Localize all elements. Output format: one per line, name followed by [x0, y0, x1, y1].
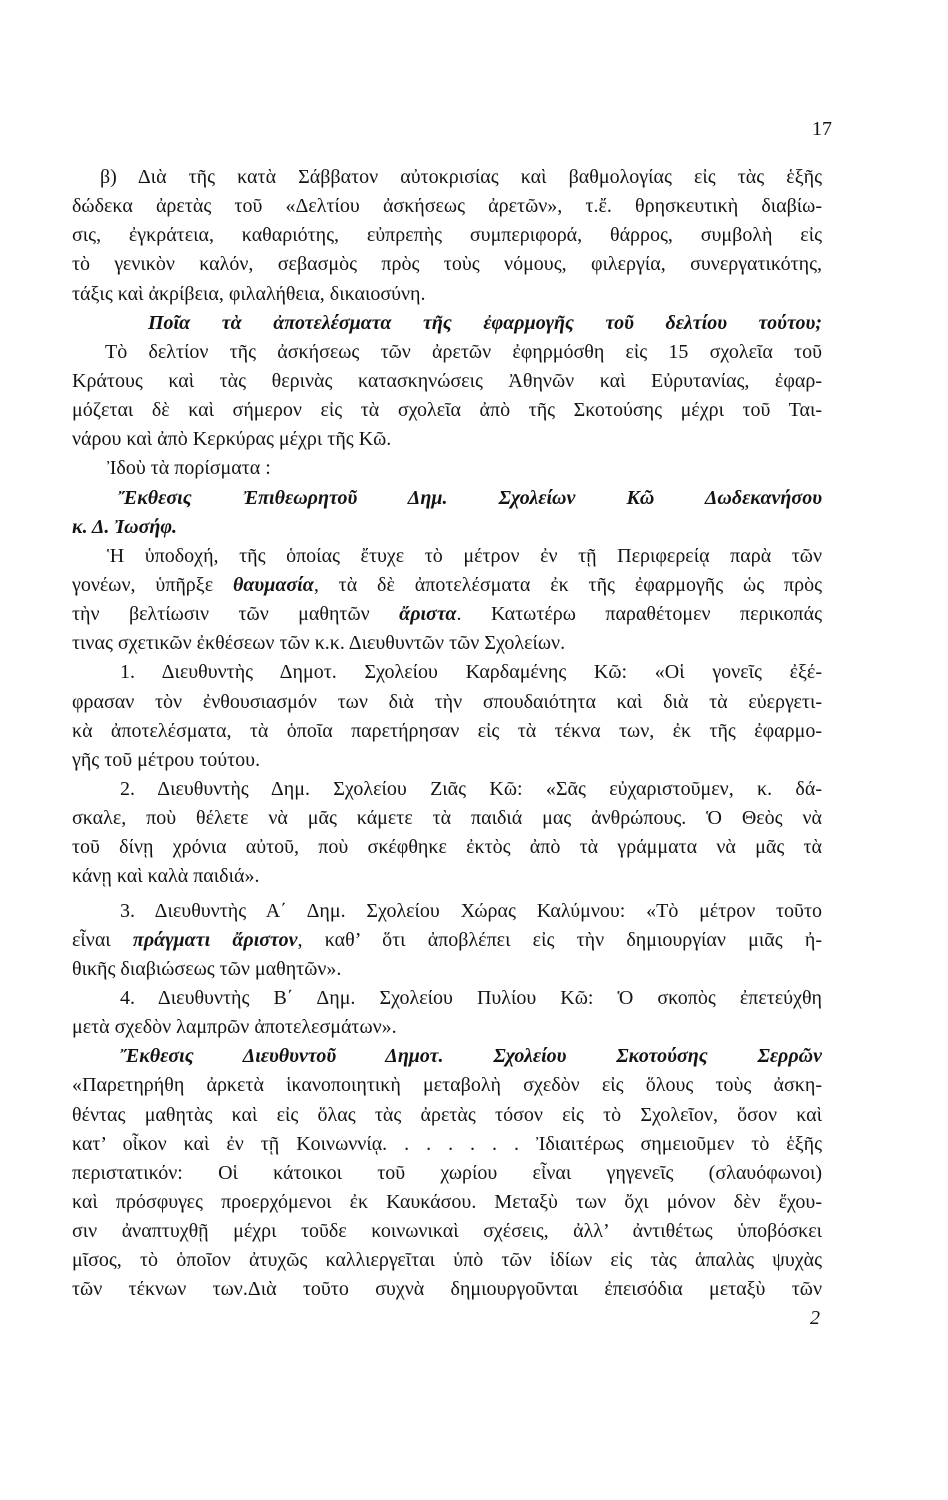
testimony-line: γῆς τοῦ μέτρου τούτου. — [72, 748, 261, 771]
page-number: 17 — [812, 118, 832, 140]
text-segment: , τὰ δὲ ἀποτελέσματα ἐκ τῆς ἐφαρμογῆς ὡς πρὸς — [313, 573, 822, 596]
text-line: δώδεκα ἀρετὰς τοῦ «Δελτίου ἀσκήσεως ἀρετῶν», τ.ἔ. θρησκευτικὴ διαβίω- — [72, 195, 822, 218]
text-line: μόζεται δὲ καὶ σήμερον εἰς τὰ σχολεῖα ἀπὸ τῆς Σκοτούσης μέχρι τοῦ Ται- — [72, 399, 822, 422]
emphasis: ἄριστα — [399, 603, 457, 626]
text-line: τάξις καὶ ἀκρίβεια, φιλαλήθεια, δικαιοσύνη. — [72, 282, 426, 305]
signature-mark: 2 — [810, 1307, 820, 1330]
text-line: σιν ἀναπτυχθῇ μέχρι τοῦδε κοινωνικαὶ σχέσεις, ἀλλ’ ἀντιθέτως ὑποβόσκει — [72, 1220, 822, 1243]
text-line: «Παρετηρήθη ἀρκετὰ ἱκανοποιητικὴ μεταβολὴ σχεδὸν εἰς ὅλους τοὺς ἀσκη- — [72, 1074, 822, 1097]
text-line: β) Διὰ τῆς κατὰ Σάββατον αὐτοκρισίας καὶ βαθμολογίας εἰς τὰς ἑξῆς — [100, 166, 822, 188]
text-line: κατ’ οἶκον καὶ ἐν τῇ Κοινωννίᾳ. . . . . . . Ἰδιαιτέρως σημειοῦμεν τὸ ἑξῆς — [72, 1132, 822, 1155]
testimony-line — [72, 926, 822, 955]
text-line: σις, ἐγκράτεια, καθαριότης, εὐπρεπὴς συμπεριφορά, θάρρος, συμβολὴ εἰς — [72, 224, 822, 247]
testimony-line: κὰ ἀποτελέσματα, τὰ ὁποῖα παρετήρησαν εἰς τὰ τέκνα των, ἐκ τῆς ἐφαρμο- — [72, 719, 822, 742]
findings-intro: Ἰδοὺ τὰ πορίσματα : — [107, 457, 271, 480]
testimony-line: τοῦ δίνῃ χρόνια αὐτοῦ, ποὺ σκέφθηκε ἐκτὸς ἀπὸ τὰ γράμματα νὰ μᾶς τὰ — [72, 836, 822, 859]
testimony-line: μετὰ σχεδὸν λαμπρῶν ἀποτελεσμάτων». — [72, 1016, 397, 1039]
text-line: τὸ γενικὸν καλόν, σεβασμὸς πρὸς τοὺς νόμους, φιλεργία, συνεργατικότης, — [72, 253, 822, 276]
application-paragraph — [72, 338, 822, 455]
text-segment: εἶναι — [72, 928, 133, 951]
text-line: νάρου καὶ ἀπὸ Κερκύρας μέχρι τῆς Κῶ. — [72, 428, 392, 451]
text-line: Ἡ ὑποδοχή, τῆς ὁποίας ἔτυχε τὸ μέτρον ἐν τῇ Περιφερείᾳ παρὰ τῶν — [107, 544, 822, 567]
testimony-line: φρασαν τὸν ἐνθουσιασμόν των διὰ τὴν σπουδαιότητα καὶ διὰ τὰ εὐεργετι- — [72, 690, 822, 713]
text-segment: γονέων, ὑπῆρξε — [72, 573, 233, 596]
text-segment: τὴν βελτίωσιν τῶν μαθητῶν — [72, 603, 400, 626]
testimony-line: 2. Διευθυντὴς Δημ. Σχολείου Ζιᾶς Κῶ: «Σᾶς εὐχαριστοῦμεν, κ. δά- — [120, 777, 822, 800]
testimony-line: 3. Διευθυντὴς Α΄ Δημ. Σχολείου Χώρας Καλύμνου: «Τὸ μέτρον τοῦτο — [120, 899, 822, 922]
report-heading: Ἔκθεσις Διευθυντοῦ Δημοτ. Σχολείου Σκοτούσης Σερρῶν — [120, 1045, 822, 1068]
text-line — [72, 571, 822, 600]
inspector-report — [72, 484, 822, 1043]
testimony-line: 4. Διευθυντὴς Β΄ Δημ. Σχολείου Πυλίου Κῶ: Ὁ σκοπὸς ἐπετεύχθη — [120, 986, 822, 1009]
testimony-line: 1. Διευθυντὴς Δημοτ. Σχολείου Καρδαμένης Κῶ: «Οἱ γονεῖς ἐξέ- — [120, 661, 822, 684]
page-body — [72, 163, 822, 1334]
text-line: Τὸ δελτίον τῆς ἀσκήσεως τῶν ἀρετῶν ἐφηρμόσθη εἰς 15 σχολεῖα τοῦ — [105, 340, 822, 363]
emphasis: πράγματι ἄριστον — [132, 928, 298, 951]
testimony-line: θικῆς διαβιώσεως τῶν μαθητῶν». — [72, 957, 342, 980]
text-segment: , καθ’ ὅτι ἀποβλέπει εἰς τὴν δημιουργίαν μιᾶς ἠ- — [297, 928, 822, 951]
report-author: κ. Δ. Ἰωσήφ. — [72, 515, 178, 538]
section-heading: Ποῖα τὰ ἀποτελέσματα τῆς ἐφαρμογῆς τοῦ δελτίου τούτου; — [148, 311, 822, 334]
text-line: τῶν τέκνων των.Διὰ τοῦτο συχνὰ δημιουργοῦνται ἐπεισόδια μεταξὺ τῶν — [72, 1278, 822, 1301]
testimony-line: κάνῃ καὶ καλὰ παιδιά». — [72, 865, 260, 888]
text-line — [72, 600, 822, 629]
skotoussa-report — [72, 1042, 822, 1304]
text-segment: . Κατωτέρω παραθέτομεν περικοπάς — [456, 603, 822, 626]
text-line: καὶ πρόσφυγες προερχόμενοι ἐκ Καυκάσου. Μεταξὺ των ὄχι μόνον δὲν ἔχου- — [72, 1190, 822, 1213]
text-line: θέντας μαθητὰς καὶ εἰς ὅλας τὰς ἀρετὰς τόσον εἰς τὸ Σχολεῖον, ὅσον καὶ — [72, 1103, 822, 1126]
report-heading: Ἔκθεσις Ἐπιθεωρητοῦ Δημ. Σχολείων Κῶ Δωδεκανήσου — [118, 486, 822, 509]
emphasis: θαυμασία — [232, 573, 314, 596]
testimony-line: σκαλε, ποὺ θέλετε νὰ μᾶς κάμετε τὰ παιδιά μας ἀνθρώπους. Ὁ Θεὸς νὰ — [72, 807, 822, 830]
text-line: μῖσος, τὸ ὁποῖον ἀτυχῶς καλλιεργεῖται ὑπὸ τῶν ἰδίων εἰς τὰς ἁπαλὰς ψυχὰς — [72, 1249, 822, 1272]
text-line: τινας σχετικῶν ἐκθέσεων τῶν κ.κ. Διευθυντῶν τῶν Σχολείων. — [72, 632, 566, 655]
text-line: περιστατικόν: Οἱ κάτοικοι τοῦ χωρίου εἶναι γηγενεῖς (σλαυόφωνοι) — [72, 1161, 822, 1184]
virtues-paragraph — [72, 163, 822, 309]
text-line: Κράτους καὶ τὰς θερινὰς κατασκηνώσεις Ἀθηνῶν καὶ Εὐρυτανίας, ἐφαρ- — [72, 369, 822, 392]
